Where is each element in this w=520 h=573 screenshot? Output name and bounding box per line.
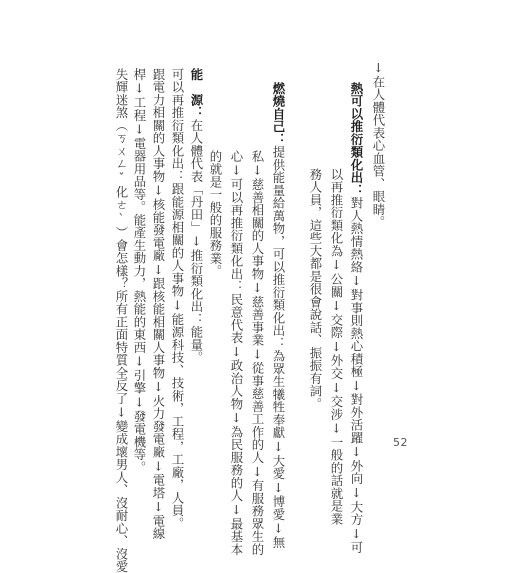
line-text: 桿↓工程↓電器用品等。能產生動力，熱能的東西↓引擎↓發電機等。 <box>132 68 147 474</box>
text-line-11 <box>152 68 164 540</box>
text-line-10 <box>171 68 183 530</box>
text-line-7 <box>230 150 242 556</box>
line-text: 對人熱情熱絡↓對事則熱心積極↓對外活躍↓外向↓大方↓可 <box>349 196 364 554</box>
text-line-3 <box>330 168 342 525</box>
section-heading-energy: 能 源： <box>189 68 204 119</box>
line-text: 跟電力相關的人事物↓核能發電廠↓跟核能相關人事物↓火力發電廠↓電塔↓電線 <box>151 68 166 540</box>
text-line-2 <box>350 82 362 554</box>
text-line-5 <box>272 82 284 549</box>
line-text: 務人員，這些大都是很會說話、振振有詞。 <box>308 168 323 411</box>
section-heading-heat: 熱可以推衍類化出： <box>349 82 364 197</box>
line-text: 可以再推衍類化出：跟能源相關的人事物↓能源科技、技術，工程，工廠，人員。 <box>170 68 185 530</box>
text-line-9 <box>190 68 202 364</box>
line-text: 私↓慈善相關的人事物↓慈善事業↓從事慈善工作的人↓有服務眾生的 <box>250 150 265 556</box>
section-heading-burn-self: 燃燒自己： <box>271 82 286 146</box>
page-number: 52 <box>393 436 408 449</box>
line-text: 的就是一般的服務業。 <box>208 150 223 278</box>
text-line-13 <box>115 68 127 573</box>
text-line-6 <box>251 150 263 556</box>
line-text: 在人體代表「丹田」↓推衍類化出：能量。 <box>189 119 204 364</box>
line-text: ↓在人體代表心血管、眼睛。 <box>371 60 386 229</box>
text-line-4 <box>309 168 321 410</box>
line-text: 以再推衍類化為↓公關↓交際↓外交↓交涉↓一般的話就是業 <box>329 168 344 526</box>
text-line-1 <box>372 60 384 228</box>
text-line-12 <box>133 68 145 474</box>
line-text: 失輝迷煞（ㄎㄨㄥˇ化ㄜˋ）會怎樣？所有正面特質全反了↓變成壞男人、沒耐心、沒愛 <box>114 68 129 573</box>
line-text: 提供能量給萬物，可以推衍類化出：為眾生犧牲奉獻↓大愛↓博愛↓無 <box>271 145 286 549</box>
text-line-8 <box>209 150 221 278</box>
line-text: 心↓可以再推衍類化出：民意代表↓政治人物↓為民服務的人↓最基本 <box>229 150 244 556</box>
